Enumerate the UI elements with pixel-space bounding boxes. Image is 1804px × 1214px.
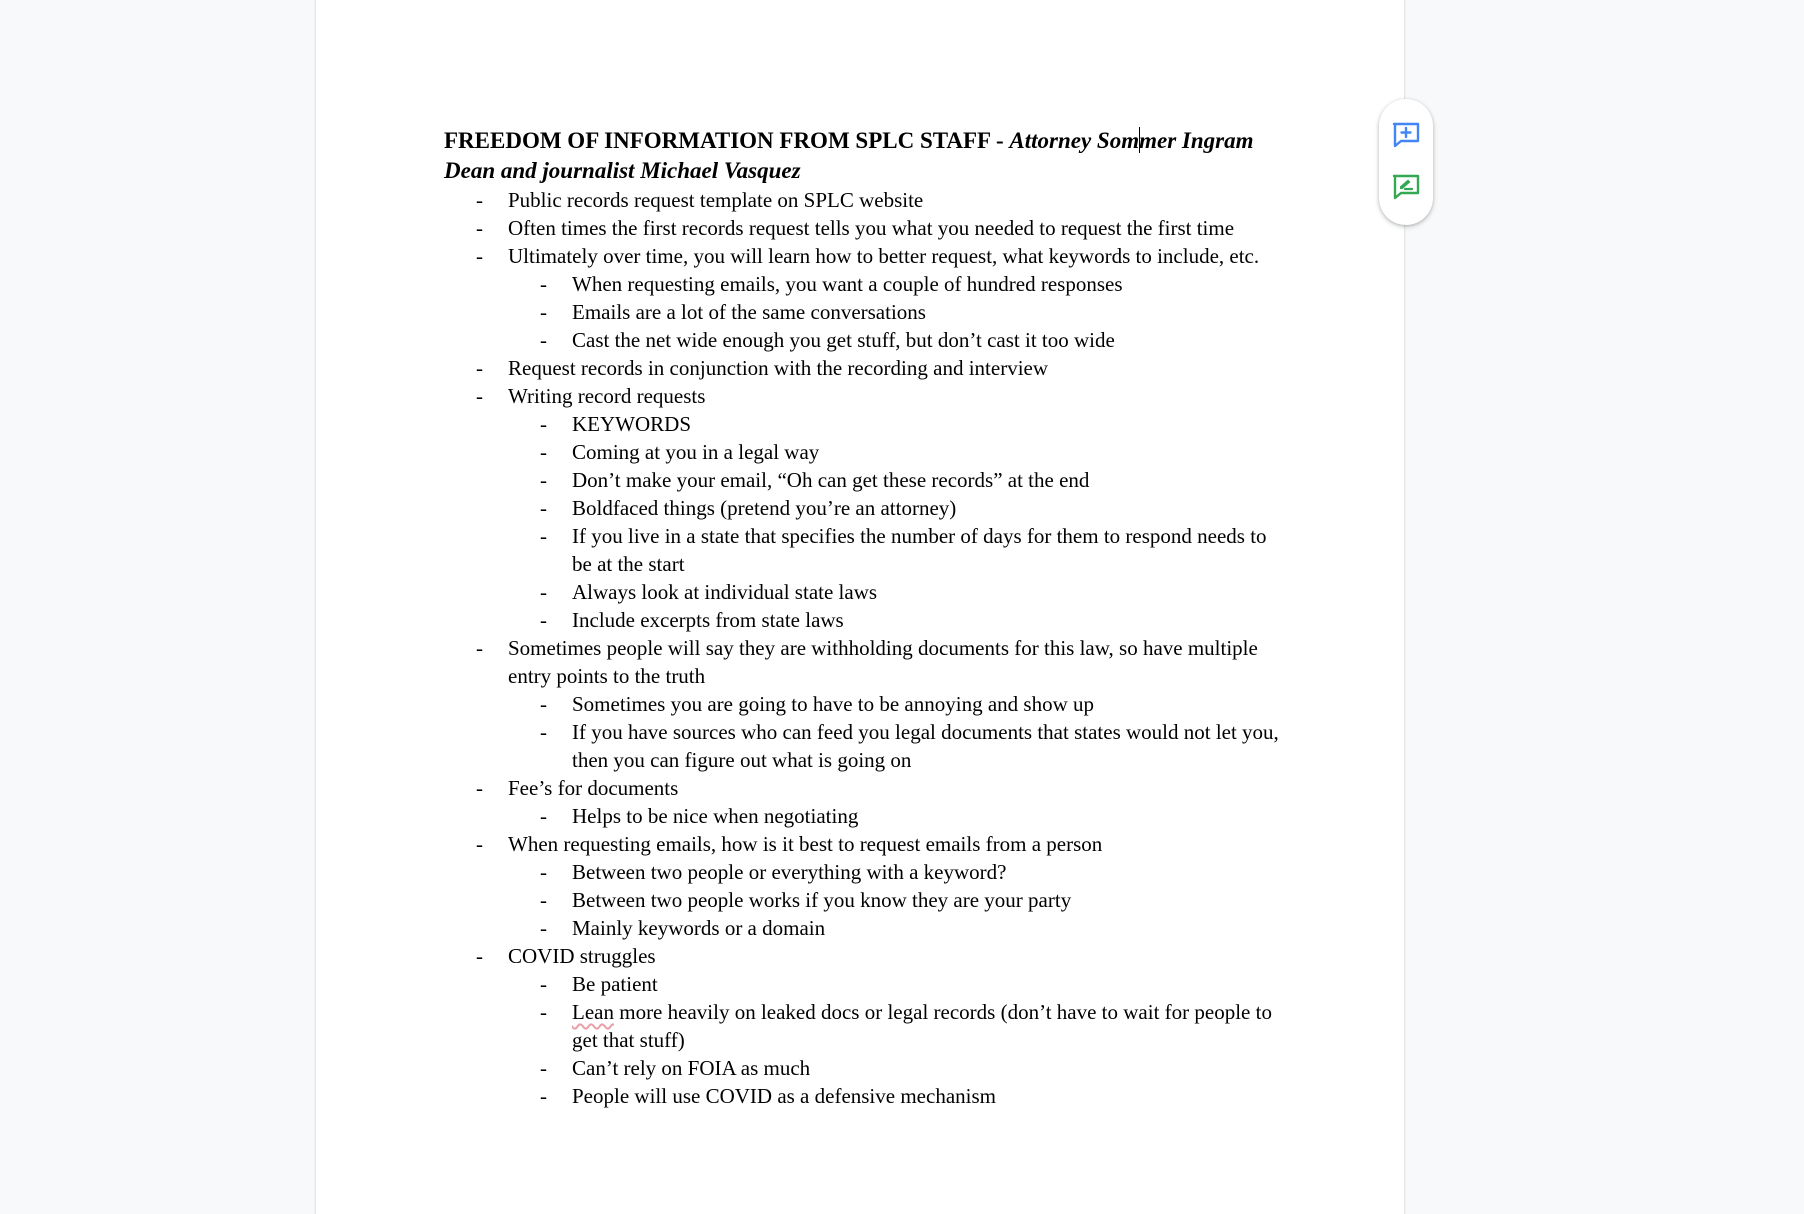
bullet-dash: - — [540, 888, 547, 912]
sub-list — [444, 802, 1289, 830]
bullet-dash: - — [540, 1000, 547, 1024]
sub-list-item[interactable] — [444, 886, 1289, 914]
sub-list — [444, 410, 1289, 634]
list-item[interactable] — [444, 774, 1289, 830]
bullet-dash: - — [476, 188, 483, 212]
bullet-dash: - — [476, 384, 483, 408]
bullet-dash: - — [476, 832, 483, 856]
list-item[interactable] — [444, 242, 1289, 354]
bullet-dash: - — [540, 720, 547, 744]
list-item-text: Request records in conjunction with the recording and interview — [508, 356, 1049, 380]
sub-list-item-text: People will use COVID as a defensive mechanism — [572, 1084, 996, 1108]
bullet-dash: - — [540, 692, 547, 716]
sub-list-item[interactable] — [444, 578, 1289, 606]
bullet-dash: - — [540, 1056, 547, 1080]
sub-list-item-text: Boldfaced things (pretend you’re an attorney) — [572, 496, 957, 520]
sub-list-item[interactable] — [444, 298, 1289, 326]
bullet-dash: - — [540, 860, 547, 884]
document-page[interactable] — [316, 0, 1404, 1214]
document-heading[interactable] — [444, 126, 1289, 186]
heading-italic-text-post: mer Ingram Dean and journalist Michael Vasquez — [444, 128, 1254, 183]
bullet-dash: - — [540, 300, 547, 324]
sub-list-item-text: Between two people or everything with a keyword? — [572, 860, 1007, 884]
sub-list-item-text: Include excerpts from state laws — [572, 608, 844, 632]
sub-list-item-text: Coming at you in a legal way — [572, 440, 820, 464]
sub-list-item[interactable] — [444, 606, 1289, 634]
sub-list-item[interactable] — [444, 326, 1289, 354]
sub-list-item[interactable] — [444, 494, 1289, 522]
sub-list-item[interactable] — [444, 466, 1289, 494]
list-item[interactable] — [444, 214, 1289, 242]
sub-list-item[interactable] — [444, 410, 1289, 438]
sub-list-item-text: Don’t make your email, “Oh can get these records” at the end — [572, 468, 1090, 492]
list-item[interactable] — [444, 354, 1289, 382]
list-item[interactable] — [444, 830, 1289, 942]
list-item-text: Ultimately over time, you will learn how to better request, what keywords to include, etc. — [508, 244, 1260, 268]
suggest-edit-button[interactable] — [1390, 171, 1422, 203]
bullet-dash: - — [540, 412, 547, 436]
sub-list-item[interactable] — [444, 522, 1289, 578]
sub-list-item-text: Always look at individual state laws — [572, 580, 878, 604]
bullet-dash: - — [476, 636, 483, 660]
sub-list-item-text: If you have sources who can feed you legal documents that states would not let you, then you can figure out what is going on — [572, 720, 1279, 772]
sub-list-item[interactable] — [444, 270, 1289, 298]
list-item-text: Sometimes people will say they are withholding documents for this law, so have multiple entry points to the truth — [508, 636, 1258, 688]
bullet-dash: - — [476, 944, 483, 968]
bullet-dash: - — [476, 776, 483, 800]
list-item[interactable] — [444, 634, 1289, 774]
bullet-dash: - — [540, 440, 547, 464]
sub-list-item-text: Emails are a lot of the same conversations — [572, 300, 926, 324]
list-item-text: COVID struggles — [508, 944, 656, 968]
misspelled-word[interactable]: Lean — [572, 1000, 614, 1024]
bullet-dash: - — [540, 916, 547, 940]
sub-list-item-text: Sometimes you are going to have to be annoying and show up — [572, 692, 1094, 716]
list-item[interactable] — [444, 942, 1289, 1110]
sub-list-item-text: KEYWORDS — [572, 412, 691, 436]
bullet-dash: - — [540, 580, 547, 604]
sub-list-item-text: Can’t rely on FOIA as much — [572, 1056, 811, 1080]
heading-bold-text: FREEDOM OF INFORMATION FROM SPLC STAFF - — [444, 128, 1010, 153]
sub-list-item[interactable] — [444, 718, 1289, 774]
sub-list-item[interactable] — [444, 1082, 1289, 1110]
sub-list-item[interactable] — [444, 998, 1289, 1054]
suggest-edit-icon — [1391, 173, 1421, 201]
sub-list-item-text: Cast the net wide enough you get stuff, but don’t cast it too wide — [572, 328, 1115, 352]
document-content[interactable] — [444, 126, 1289, 1110]
bullet-dash: - — [540, 804, 547, 828]
bullet-dash: - — [540, 272, 547, 296]
bullet-dash: - — [540, 524, 547, 548]
sub-list-item[interactable] — [444, 858, 1289, 886]
sub-list-item-text: When requesting emails, you want a couple of hundred responses — [572, 272, 1123, 296]
bullet-dash: - — [476, 244, 483, 268]
sub-list — [444, 858, 1289, 942]
bullet-dash: - — [540, 608, 547, 632]
list-item[interactable] — [444, 382, 1289, 634]
sub-list-item-text: Helps to be nice when negotiating — [572, 804, 859, 828]
list-item-text: Writing record requests — [508, 384, 706, 408]
bullet-dash: - — [540, 468, 547, 492]
sub-list-item[interactable] — [444, 438, 1289, 466]
sub-list-item-text: Be patient — [572, 972, 658, 996]
list-item-text: Often times the first records request tells you what you needed to request the first time — [508, 216, 1235, 240]
bullet-dash: - — [476, 216, 483, 240]
bullet-dash: - — [540, 1084, 547, 1108]
sub-list-item[interactable] — [444, 690, 1289, 718]
sub-list-item[interactable] — [444, 914, 1289, 942]
bullet-dash: - — [540, 496, 547, 520]
sub-list-item[interactable] — [444, 802, 1289, 830]
sub-list-item-text: more heavily on leaked docs or legal records (don’t have to wait for people to get that stuff) — [572, 1000, 1272, 1052]
bullet-list — [444, 186, 1289, 1110]
sub-list — [444, 270, 1289, 354]
sub-list — [444, 970, 1289, 1110]
bullet-dash: - — [540, 328, 547, 352]
sub-list-item-text: Between two people works if you know they are your party — [572, 888, 1072, 912]
list-item-text: When requesting emails, how is it best to request emails from a person — [508, 832, 1103, 856]
bullet-dash: - — [476, 356, 483, 380]
sub-list — [444, 690, 1289, 774]
side-toolbar — [1379, 99, 1433, 225]
list-item[interactable] — [444, 186, 1289, 214]
list-item-text: Fee’s for documents — [508, 776, 679, 800]
sub-list-item-text: If you live in a state that specifies the number of days for them to respond needs to be at the start — [572, 524, 1267, 576]
bullet-dash: - — [540, 972, 547, 996]
list-item-text: Public records request template on SPLC website — [508, 188, 924, 212]
sub-list-item[interactable] — [444, 1054, 1289, 1082]
add-comment-icon — [1391, 121, 1421, 149]
sub-list-item-text: Mainly keywords or a domain — [572, 916, 826, 940]
sub-list-item[interactable] — [444, 970, 1289, 998]
add-comment-button[interactable] — [1390, 119, 1422, 151]
heading-italic-text-pre: Attorney Som — [1009, 128, 1140, 153]
